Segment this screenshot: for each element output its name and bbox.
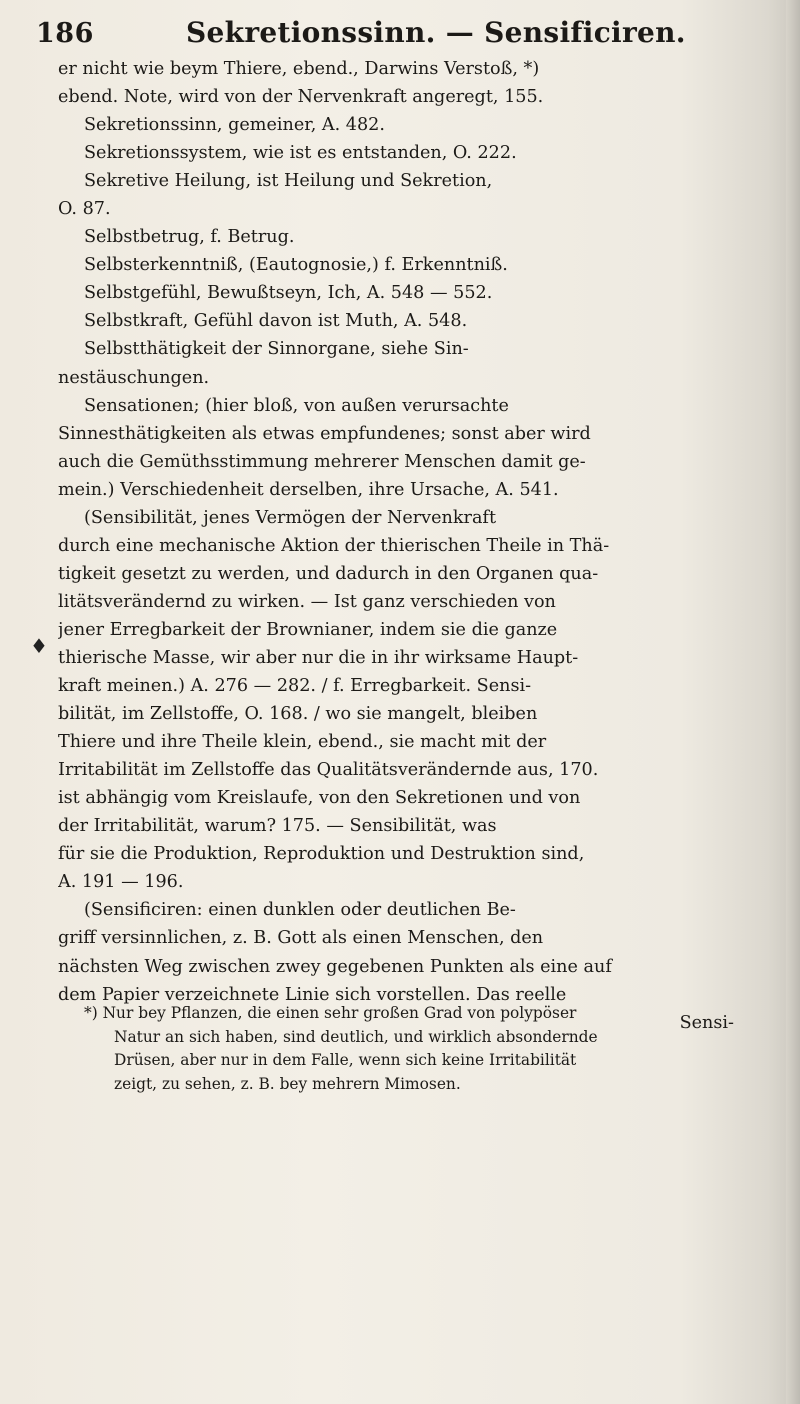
footnote-line: Natur an sich haben, sind deutlich, und wirklich absondernde (114, 1027, 598, 1046)
footnote-line: Drüsen, aber nur in dem Falle, wenn sich keine Irritabilität (114, 1051, 577, 1069)
text-line: tigkeit gesetzt zu werden, und dadurch in den Organen qua- (58, 563, 599, 584)
footnote (58, 1002, 774, 1096)
text-line: thierische Masse, wir aber nur die in ihr wirksame Haupt- (58, 647, 579, 668)
text-line: Selbsterkenntniß, (Eautognosie,) f. Erkenntniß. (84, 255, 508, 276)
text-line: durch eine mechanische Aktion der thierischen Theile in Thä- (58, 535, 610, 556)
text-line: (Sensibilität, jenes Vermögen der Nervenkraft (84, 507, 497, 528)
page-header (36, 14, 776, 54)
footnote-line: zeigt, zu sehen, z. B. bey mehrern Mimosen. (114, 1074, 461, 1093)
text-line: litätsverändernd zu wirken. — Ist ganz verschieden von (58, 591, 556, 612)
text-line: kraft meinen.) A. 276 — 282. / f. Erregbarkeit. Sensi- (58, 676, 532, 697)
text-line: Selbstgefühl, Bewußtseyn, Ich, A. 548 — 552. (84, 283, 493, 304)
running-head: Sekretionssinn. — Sensificiren. (186, 16, 686, 49)
text-line: er nicht wie beym Thiere, ebend., Darwins Verstoß, *) (58, 59, 540, 79)
text-line: griff versinnlichen, z. B. Gott als einen Menschen, den (58, 928, 544, 949)
footnote-line: *) Nur bey Pflanzen, die einen sehr großen Grad von polypöser (84, 1004, 577, 1022)
text-line: A. 191 — 196. (58, 872, 184, 893)
text-line: nächsten Weg zwischen zwey gegebenen Punkten als eine auf (58, 956, 612, 977)
text-line: jener Erregbarkeit der Brownianer, indem sie die ganze (58, 619, 558, 640)
text-line: Thiere und ihre Theile klein, ebend., sie macht mit der (58, 732, 547, 753)
text-line: ist abhängig vom Kreislaufe, von den Sekretionen und von (58, 788, 581, 809)
text-line: Sinnesthätigkeiten als etwas empfundenes; sonst aber wird (58, 423, 591, 444)
margin-mark: ♦ (30, 634, 48, 658)
text-line: nestäuschungen. (58, 367, 210, 388)
text-line: bilität, im Zellstoffe, O. 168. / wo sie mangelt, bleiben (58, 704, 538, 725)
text-line: Selbstbetrug, f. Betrug. (84, 227, 295, 248)
text-line: für sie die Produktion, Reproduktion und Destruktion sind, (58, 844, 585, 865)
page-edge-shadow (786, 0, 800, 1404)
text-line: Sensi- (679, 1012, 734, 1033)
text-line: Selbstthätigkeit der Sinnorgane, siehe Sin- (84, 339, 469, 360)
text-line: der Irritabilität, warum? 175. — Sensibilität, was (58, 816, 497, 837)
text-line: dem Papier verzeichnete Linie sich vorstellen. Das reelle (58, 984, 567, 1005)
text-line: ebend. Note, wird von der Nervenkraft angeregt, 155. (58, 87, 544, 108)
text-line: Sekretionssinn, gemeiner, A. 482. (84, 115, 385, 136)
text-line: mein.) Verschiedenheit derselben, ihre Ursache, A. 541. (58, 479, 559, 500)
index-body-text (58, 55, 774, 1037)
text-line: auch die Gemüthsstimmung mehrerer Menschen damit ge- (58, 451, 586, 472)
text-line: Sensationen; (hier bloß, von außen verursachte (84, 395, 509, 416)
text-line: Irritabilität im Zellstoffe das Qualitätsverändernde aus, 170. (58, 760, 599, 781)
text-line: O. 87. (58, 199, 111, 220)
text-line: Sekretionssystem, wie ist es entstanden, O. 222. (84, 143, 517, 164)
text-line: Sekretive Heilung, ist Heilung und Sekretion, (84, 171, 493, 192)
text-line: (Sensificiren: einen dunklen oder deutlichen Be- (84, 900, 516, 921)
page-number: 186 (36, 18, 94, 49)
text-line: Selbstkraft, Gefühl davon ist Muth, A. 548. (84, 311, 468, 332)
